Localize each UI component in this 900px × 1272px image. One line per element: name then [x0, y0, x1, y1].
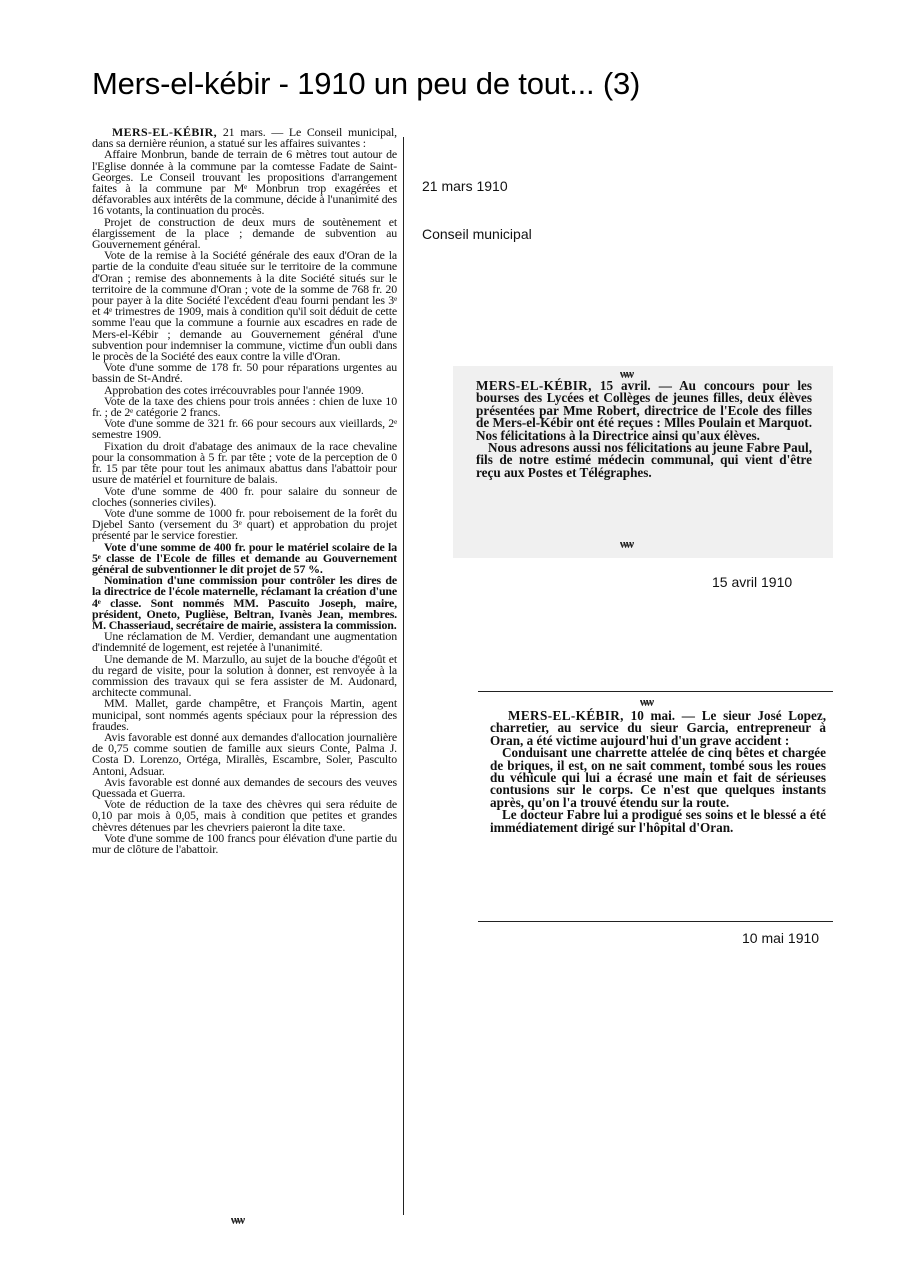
clipping-3-bottom-rule [478, 921, 833, 922]
clipping-3-top-ornament: ѡѡ [640, 695, 653, 710]
clipping-conseil-municipal [92, 127, 397, 855]
clipping-1-paragraph: MM. Mallet, garde champêtre, et François Martin, agent municipal, sont nommés agents spéciaux pour la répression des fraudes. [92, 696, 397, 733]
page-title: Mers-el-kébir - 1910 un peu de tout... (3) [92, 66, 641, 101]
clipping-accident-charretier [490, 710, 826, 834]
clipping-1-paragraph: Vote d'une somme de 400 fr. pour le matériel scolaire de la 5ᵉ classe de l'Ecole de filles et demande au Gouvernement général de subventionner le dit projet de 57 %. [92, 539, 397, 576]
clipping-1-lead: 21 mars. — Le Conseil municipal, dans sa dernière réunion, a statué sur les affaires suivantes : [92, 125, 397, 151]
clipping-1-paragraph: Vote de la taxe des chiens pour trois années : chien de luxe 10 fr. ; de 2ᵉ catégorie 2 francs. [92, 393, 397, 420]
clipping-1-paragraph: Vote d'une somme de 100 francs pour élévation d'une partie du mur de clôture de l'abattoir. [92, 830, 397, 856]
clipping-2-top-ornament: ѡѡ [620, 367, 633, 382]
clipping-2-paragraph: Nous adresons aussi nos félicitations au jeune Fabre Paul, fils de notre estimé médecin communal, qui vient d'être reçu aux Postes et Télégraphes. [476, 440, 812, 480]
clipping-1-right-rule [403, 137, 404, 1215]
clipping-3-paragraph: Le docteur Fabre lui a prodigué ses soins et le blessé a été immédiatement dirigé sur l'hôpital d'Oran. [490, 807, 826, 835]
clipping-1-paragraph [92, 127, 397, 149]
clipping-1-paragraph: Avis favorable est donné aux demandes de secours des veuves Quessada et Guerra. [92, 774, 397, 800]
clipping-3-top-rule [478, 691, 833, 692]
clipping-1-paragraph: Affaire Monbrun, bande de terrain de 6 mètres tout autour de l'Eglise donnée à la commune par la comtesse Fadate de Saint-Georges. Le Conseil trouvant les propositions d'arrangement faites à la commune par Mᵉ Monbrun trop exagérées et défavorables aux intérêts de la commune, décide à l'unanimité des 16 votants, la continuation du procès. [92, 147, 397, 218]
clipping-1-paragraph: Fixation du droit d'abatage des animaux de la race chevaline pour la consommation à 5 fr. par tête ; vote de la perception de 0 fr. 15 par tête pour tout les animaux abattus dans l'abattoir pour usure de matériel et fourniture de balais. [92, 438, 397, 487]
clipping-1-paragraph: Nomination d'une commission pour contrôler les dires de la directrice de l'école maternelle, réclamant la création d'une 4ᵉ classe. Sont nommés MM. Pascuito Joseph, maire, président, Oneto, Puglièse, Beltran, Ivanès Jean, membres. M. Chasseriaud, secrétaire de mairie, assistera la commission. [92, 573, 397, 632]
note-date-21-mars: 21 mars 1910 [422, 178, 508, 194]
clipping-2-lead: 15 avril. — Au concours pour les bourses des Lycées et Collèges de jeunes filles, deux élèves présentées par Mme Robert, directrice de l'Ecole des filles de Mers-el-Kébir ont été reçues : Mlles Poulain et Marquot. Nos félicitations à la Directrice ainsi qu'aux élèves. [476, 378, 812, 443]
clipping-3-paragraph [490, 710, 826, 747]
clipping-1-paragraph: Vote d'une somme de 321 fr. 66 pour secours aux vieillards, 2ᵉ semestre 1909. [92, 416, 397, 442]
clipping-1-paragraph: Vote de réduction de la taxe des chèvres qui sera réduite de 0,10 par mois à 0,05, mais à condition que petites et grandes chèvres détenues par les chevriers paieront la dite taxe. [92, 797, 397, 834]
note-subject-conseil: Conseil municipal [422, 226, 532, 242]
clipping-1-paragraph: Vote d'une somme de 400 fr. pour salaire du sonneur de cloches (sonneries civiles). [92, 483, 397, 509]
clipping-1-paragraph: Une demande de M. Marzullo, au sujet de la bouche d'égoût et du regard de visite, pour la solution à donner, est renvoyée à la commission des travaux qui se fera assister de M. Audonard, architecte communal. [92, 651, 397, 700]
note-date-15-avril: 15 avril 1910 [712, 574, 793, 590]
clipping-1-paragraph: Vote d'une somme de 1000 fr. pour reboisement de la forêt du Djebel Santo (versement du 3ᵉ quart) et approbation du projet présenté par le service forestier. [92, 505, 397, 543]
note-date-10-mai: 10 mai 1910 [742, 930, 820, 946]
clipping-3-lead: 10 mai. — Le sieur José Lopez, charretier, au service du sieur Garcia, entrepreneur à Oran, a été victime aujourd'hui d'un grave accident : [490, 708, 827, 748]
clipping-2-dateline: MERS-EL-KÉBIR, [476, 378, 592, 393]
clipping-concours-bourses [476, 380, 812, 479]
clipping-1-paragraph: Vote d'une somme de 178 fr. 50 pour réparations urgentes au bassin de St-André. [92, 360, 397, 386]
clipping-1-paragraph: Vote de la remise à la Société générale des eaux d'Oran de la partie de la conduite d'eau située sur le territoire de la commune d'Oran ; remise des abonnements à la dite Société situés sur le territoire de la commune d'Oran ; vote de la somme de 768 fr. 20 pour payer à la dite Société l'excédent d'eau fourni pendant les 3ᵉ et 4ᵉ trimestres de 1909, mais à condition qu'il soit déduit de cette somme l'eau que la commune a fournie aux escadres en rade de Mers-el-Kébir ; demande au Gouvernement général d'une subvention pour indemniser la commune, victime d'un oubli dans le procès de la Société des eaux contre la ville d'Oran. [92, 248, 397, 364]
clipping-1-paragraph: Avis favorable est donné aux demandes d'allocation journalière de 0,75 comme soutien de famille aux sieurs Conte, Palma J. Costa D. Lorenzo, Ortéga, Mirallès, Escambre, Soler, Pasculto Antoni, Adsuar. [92, 729, 397, 778]
clipping-1-dateline: MERS-EL-KÉBIR, [112, 125, 218, 139]
clipping-1-paragraph: Une réclamation de M. Verdier, demandant une augmentation d'indemnité de logement, est rejetée à l'unanimité. [92, 629, 397, 655]
clipping-1-end-ornament: ѡѡ [231, 1213, 244, 1228]
clipping-1-paragraph: Approbation des cotes irrécouvrables pour l'année 1909. [104, 382, 364, 397]
clipping-2-paragraph [476, 380, 812, 442]
clipping-1-paragraph: Projet de construction de deux murs de soutènement et élargissement de la place ; demande de subvention au Gouvernement général. [92, 214, 397, 252]
clipping-3-paragraph: Conduisant une charrette attelée de cinq bêtes et chargée de briques, il est, on ne sait comment, tombé sous les roues du véhicule qui lui a écrasé une main et fait de sérieuses contusions sur le corps. Ce n'est que quelques instants après, qu'on l'a trouvé étendu sur la route. [490, 745, 826, 810]
clipping-2-bottom-ornament: ѡѡ [620, 537, 633, 552]
clipping-3-dateline: MERS-EL-KÉBIR, [508, 708, 624, 723]
